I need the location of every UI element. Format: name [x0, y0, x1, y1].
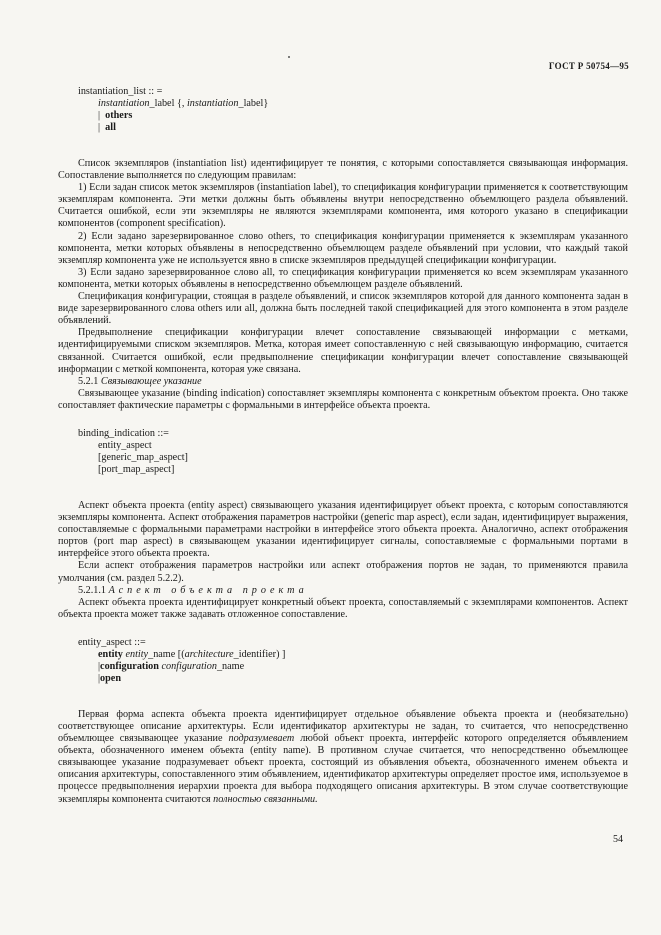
section-heading-5-2-1: 5.2.1 Связывающее указание [78, 375, 202, 387]
grammar-line: |configuration configuration_name [98, 660, 245, 672]
grammar-line: [generic_map_aspect] [98, 451, 188, 463]
grammar-line: entity entity_name [(architecture_identifier) ] [98, 648, 286, 660]
grammar-line: |open [98, 672, 121, 684]
paragraph: 1) Если задан список меток экземпляров (instantiation label), то спецификация конфигурации применяется к соответствующим экземплярам компонента. Эти метки должны быть объявлены внутри непосредственно объемлющего раздела объявлений. Считается ошибкой, если эти экземпляры не являются экземплярами компонента, имя которого указано в спецификации компонентов (component specification). [58, 182, 628, 230]
paragraph: Если аспект отображения параметров настройки или аспект отображения портов не задан, то применяются правила умолчания (см. раздел 5.2.2). [58, 560, 628, 584]
page-header: ГОСТ Р 50754—95 [548, 61, 629, 71]
paragraph: Первая форма аспекта объекта проекта идентифицирует отдельное объявление объекта проекта и (необязательно) соответствующее описание архитектуры. Если идентификатор архитектуры не задан, то считается, что непосредственно объемлющее связывающее указание подразумевает любой объект проекта, интерфейс которого определяется объявлением объекта, обозначенного именем объекта (entity name). В противном случае считается, что непосредственно объемлющее связывающее указание подразумевает объект проекта, состоящий из объявления объекта, обозначенного именем объекта и описания архитектуры, сопоставленного этим объявлением, идентификатор архитектуры определяет простое имя, используемое в процессе предвыполнения иерархии проекта для выбора подходящего описания архитектуры. В этом случае соответствующие экземпляры компонента считаются полностью связанными. [58, 708, 629, 805]
paragraph: Список экземпляров (instantiation list) идентифицирует те понятия, с которыми сопоставляется связывающая информация. Сопоставление выполняется по следующим правилам: [58, 158, 628, 182]
grammar-line: instantiation_list :: = [78, 86, 163, 97]
paragraph: 2) Если задано зарезервированное слово others, то спецификация конфигурации применяется к экземплярам указанного компонента, метки которых объявлены в непосредственно объемлющем разделе объявлений при условии, что каждый такой экземпляр компонента уже не используется явно в списке экземпляров предыдущей спецификации конфигурации. [58, 230, 628, 266]
paragraph: Аспект объекта проекта идентифицирует конкретный объект проекта, сопоставляемый с экземплярами компонентов. Аспект объекта проекта может также задавать отложенное сопоставление. [58, 596, 628, 620]
paragraph: Связывающее указание (binding indication) сопоставляет экземпляры компонента с конкретным объектом проекта. Оно также сопоставляет фактические параметры с формальными в интерфейсе объекта проекта. [58, 387, 628, 411]
grammar-line: [port_map_aspect] [98, 463, 175, 475]
grammar-entity-aspect [78, 637, 628, 685]
page-content [58, 86, 628, 806]
paragraph: Спецификация конфигурации, стоящая в разделе объявлений, и список экземпляров которой для данного компонента задан в виде зарезервированного слова others или all, должна быть последней такой спецификацией для этого компонента в этом разделе объявлений. [58, 291, 628, 327]
scan-speck [288, 56, 290, 58]
section-heading-5-2-1-1: 5.2.1.1 Аспект объекта проекта [78, 584, 308, 596]
paragraph: Аспект объекта проекта (entity aspect) связывающего указания идентифицирует объект проекта, с которым сопоставляются экземпляры компонента. Аспект отображения параметров настройки (generic map aspect), если задан, идентифицирует выражения, сопоставляемые с формальными параметрами настройки в интерфейсе этого объекта проекта. Аналогично, аспект отображения портов (port map aspect) в связывающем указании идентифицирует сигналы, сопоставляемые с формальными портами в интерфейсе этого объекта проекта. [58, 499, 628, 560]
grammar-line: entity_aspect [98, 439, 152, 451]
grammar-line: | others [98, 110, 133, 121]
grammar-line: | all [98, 122, 116, 133]
grammar-line: entity_aspect ::= [78, 636, 146, 648]
grammar-line: binding_indication ::= [78, 427, 169, 439]
grammar-binding-indication [78, 428, 628, 476]
paragraph: 3) Если задано зарезервированное слово all, то спецификация конфигурации применяется ко всем экземплярам указанного компонента, метки которых объявлены в непосредственно объемлющем разделе объявлений. [58, 266, 628, 290]
grammar-instantiation-list [78, 86, 628, 134]
page-number: 54 [613, 834, 623, 845]
grammar-line: instantiation_label {, instantiation_label} [98, 98, 269, 109]
paragraph: Предвыполнение спецификации конфигурации влечет сопоставление связывающей информации с метками, идентифицируемыми списком экземпляров. Метка, которая имеет сопоставленную с ней связывающую информацию, считается связанной. Считается ошибкой, если предвыполнение спецификации конфигурации влечет сопоставление связывающей информации с меткой компонента, которая уже связана. [58, 327, 628, 375]
